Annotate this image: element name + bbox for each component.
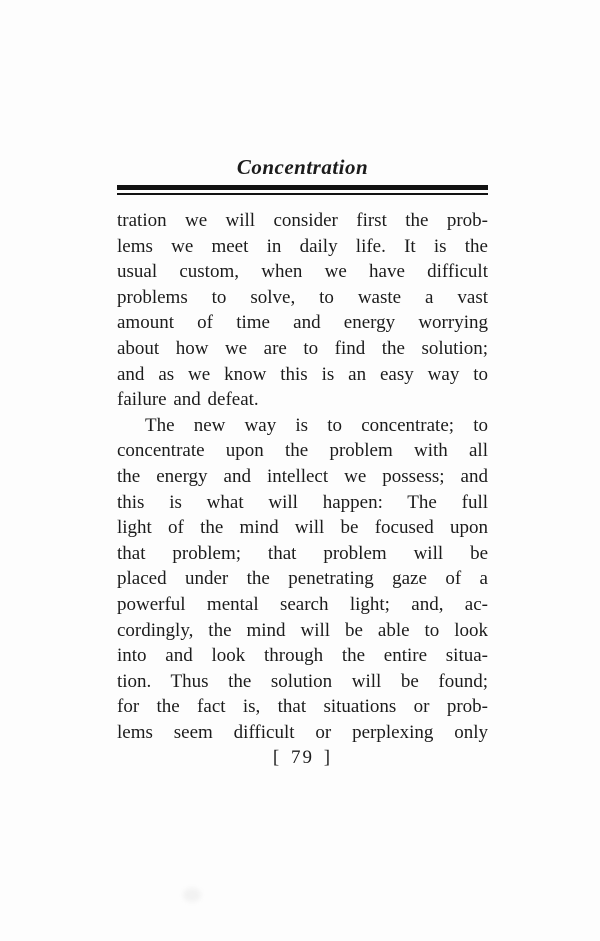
body-text (117, 208, 488, 745)
text-line: light of the mind will be focused upon (117, 517, 488, 539)
text-line: tration we will consider first the prob- (117, 210, 488, 231)
text-line: this is what will happen: The full (117, 491, 488, 513)
text-line: about how we are to find the solution; (117, 337, 488, 359)
text-line: lems we meet in daily life. It is the (117, 235, 488, 257)
header-rule-thin (117, 193, 488, 195)
text-line: powerful mental search light; and, ac- (117, 593, 488, 615)
paragraph (117, 208, 488, 413)
text-line: usual custom, when we have difficult (117, 261, 488, 283)
paragraph (117, 413, 488, 746)
text-line: lems seem difficult or perplexing only (117, 721, 488, 743)
text-line: cordingly, the mind will be able to look (117, 619, 488, 641)
text-line: for the fact is, that situations or prob- (117, 696, 488, 718)
text-line: failure and defeat. (117, 389, 259, 411)
text-line: The new way is to concentrate; to (145, 414, 488, 436)
text-line: the energy and intellect we possess; and (117, 465, 488, 487)
text-block (117, 156, 488, 771)
scan-smudge (183, 888, 201, 902)
text-line: concentrate upon the problem with all (117, 440, 488, 462)
text-line: problems to solve, to waste a vast (117, 286, 488, 308)
text-line: amount of time and energy worrying (117, 312, 488, 334)
text-line: into and look through the entire situa- (117, 645, 488, 667)
text-line: that problem; that problem will be (117, 542, 488, 564)
running-head: Concentration (236, 155, 369, 179)
header-rule-thick (117, 185, 488, 190)
text-line: placed under the penetrating gaze of a (117, 568, 488, 590)
text-line: tion. Thus the solution will be found; (117, 670, 488, 692)
text-line: and as we know this is an easy way to (117, 363, 488, 385)
page-number: [ 79 ] (272, 747, 333, 769)
